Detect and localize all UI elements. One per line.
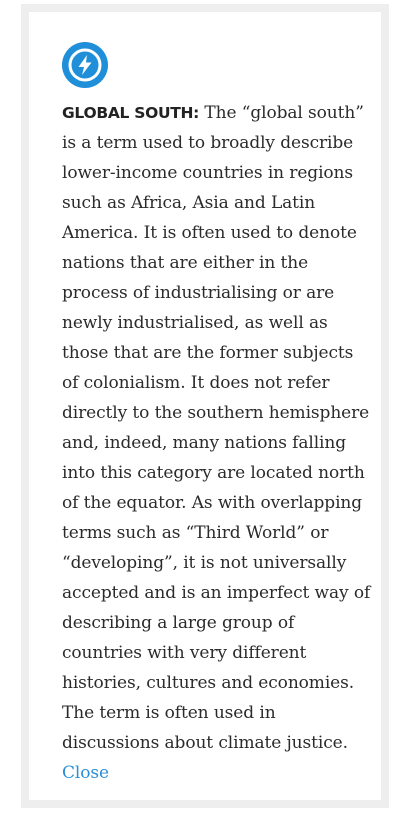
- lightning-bolt-icon: [62, 42, 108, 88]
- close-link[interactable]: Close: [62, 763, 109, 783]
- glossary-term: GLOBAL SOUTH:: [62, 104, 200, 122]
- glossary-text: [62, 98, 372, 788]
- glossary-definition: The “global south” is a term used to broadly describe lower-income countries in regions such as Africa, Asia and Latin America. It is often used to denote nations that are either in the process of industrialising or are newly industrialised, as well as those that are the former subjects of colonialism. It does not refer directly to the southern hemisphere and, indeed, many nations falling into this category are located north of the equator. As with overlapping terms such as “Third World” or “developing”, it is not universally accepted and is an imperfect way of describing a large group of countries with very different histories, cultures and economies. The term is often used in discussions about climate justice.: [62, 103, 371, 753]
- glossary-panel: [29, 12, 381, 800]
